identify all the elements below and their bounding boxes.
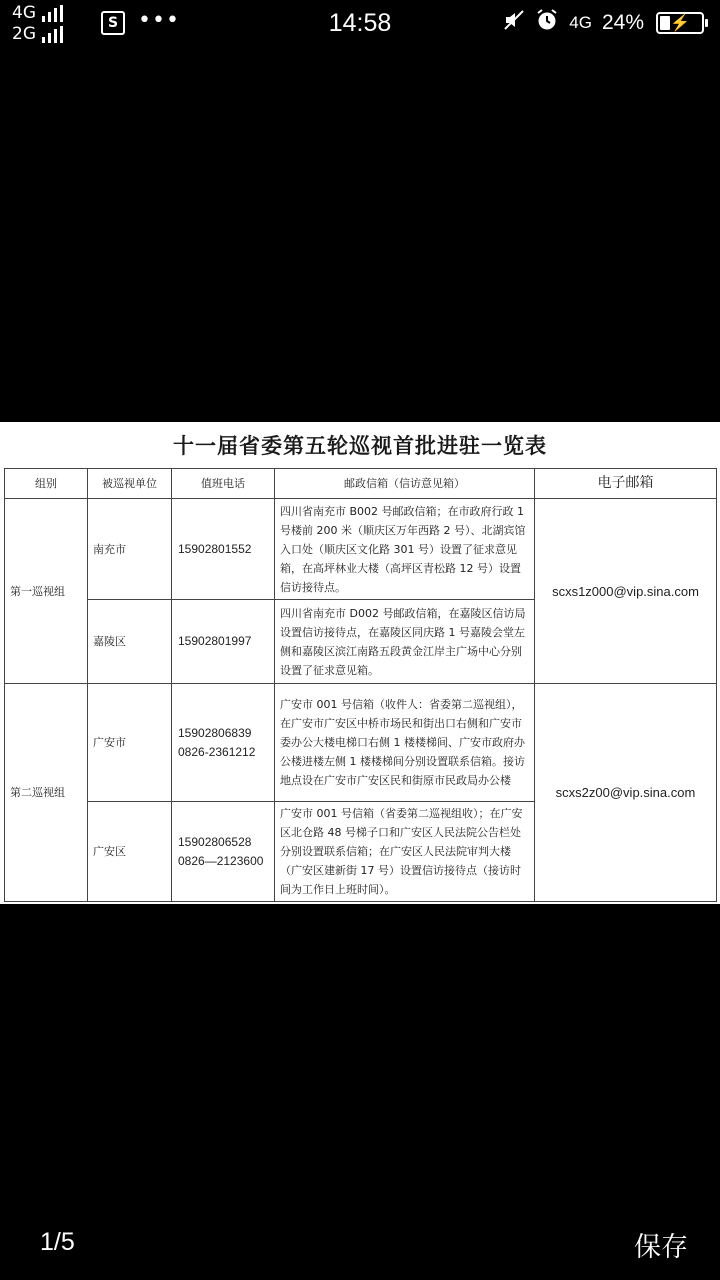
- header-unit: 被巡视单位: [88, 469, 172, 499]
- save-button[interactable]: 保存: [634, 1232, 688, 1263]
- unit-name: 广安市: [88, 684, 172, 802]
- mailbox-cell: 广安市 001 号信箱（省委第二巡视组收）；在广安区北仓路 48 号梯子口和广安区人民法院公告栏处分别设置联系信箱；在广安区人民法院审判大楼（广安区建新街 17 号）设置信访接待点（接访时间为工作日上班时间）。: [275, 802, 535, 902]
- phone-cell: [172, 802, 275, 902]
- phone-number: 15902801997: [178, 634, 252, 648]
- status-right: [503, 8, 704, 38]
- unit-name: 嘉陵区: [88, 600, 172, 684]
- header-group: 组别: [5, 469, 88, 499]
- group-name: 第二巡视组: [5, 684, 88, 902]
- mailbox-cell: 四川省南充市 B002 号邮政信箱；在市政府行政 1 号楼前 200 米（顺庆区万年西路 2 号）、北湖宾馆入口处（顺庆区文化路 301 号）设置了征求意见箱，在高坪林业大楼（高坪区青松路 12 号）设置信访接待点。: [275, 499, 535, 600]
- network-type-bottom: 2G: [12, 24, 36, 44]
- alarm-icon: [535, 8, 559, 38]
- document-title: 十一届省委第五轮巡视首批进驻一览表: [173, 434, 547, 458]
- email-address: scxs1z000@vip.sina.com: [535, 499, 717, 684]
- unit-name: 广安区: [88, 802, 172, 902]
- phone-cell: [172, 600, 275, 684]
- phone-number: 0826—2123600: [178, 853, 264, 868]
- battery-percent: 24%: [601, 11, 644, 34]
- clock: 14:58: [328, 9, 392, 37]
- data-type-label: 4G: [569, 13, 592, 32]
- phone-cell: [172, 684, 275, 802]
- status-bar: [0, 0, 720, 48]
- charging-icon: ⚡: [670, 15, 690, 32]
- inspection-table: [4, 468, 717, 902]
- phone-number: 15902801552: [178, 541, 252, 556]
- network-type-top: 4G: [12, 3, 36, 23]
- mute-icon: [503, 9, 525, 37]
- table-header-row: [5, 469, 717, 499]
- table-row: [5, 684, 717, 802]
- phone-number: 15902806839: [178, 725, 252, 740]
- phone-cell: [172, 499, 275, 600]
- unit-name: 南充市: [88, 499, 172, 600]
- page-indicator: 1/5: [40, 1228, 75, 1256]
- mailbox-cell: 四川省南充市 D002 号邮政信箱，在嘉陵区信访局设置信访接待点，在嘉陵区同庆路 1 号嘉陵会堂左侧和嘉陵区滨江南路五段黄金江岸主广场中心分别设置了征求意见箱。: [275, 600, 535, 684]
- more-notifications-icon: •••: [138, 8, 180, 33]
- header-email: 电子邮箱: [535, 469, 717, 499]
- group-name: 第一巡视组: [5, 499, 88, 684]
- phone-number: 15902806528: [178, 834, 252, 849]
- screenshot-icon: S: [101, 11, 125, 35]
- header-phone: 值班电话: [172, 469, 275, 499]
- table-row: [5, 499, 717, 600]
- document-image[interactable]: [0, 422, 720, 904]
- battery-icon: [656, 12, 704, 34]
- phone-number: 0826-2361212: [178, 744, 256, 759]
- email-address: scxs2z00@vip.sina.com: [535, 684, 717, 902]
- mailbox-cell: 广安市 001 号信箱（收件人：省委第二巡视组），在广安市广安区中桥市场民和街出口右侧和广安市委办公大楼电梯口右侧 1 楼楼梯间、广安市政府办公楼进楼左侧 1 楼楼梯间分别设置联系信箱。接访地点设在广安市广安区民和街原市民政局办公楼: [275, 684, 535, 802]
- header-mailbox: 邮政信箱（信访意见箱）: [275, 469, 535, 499]
